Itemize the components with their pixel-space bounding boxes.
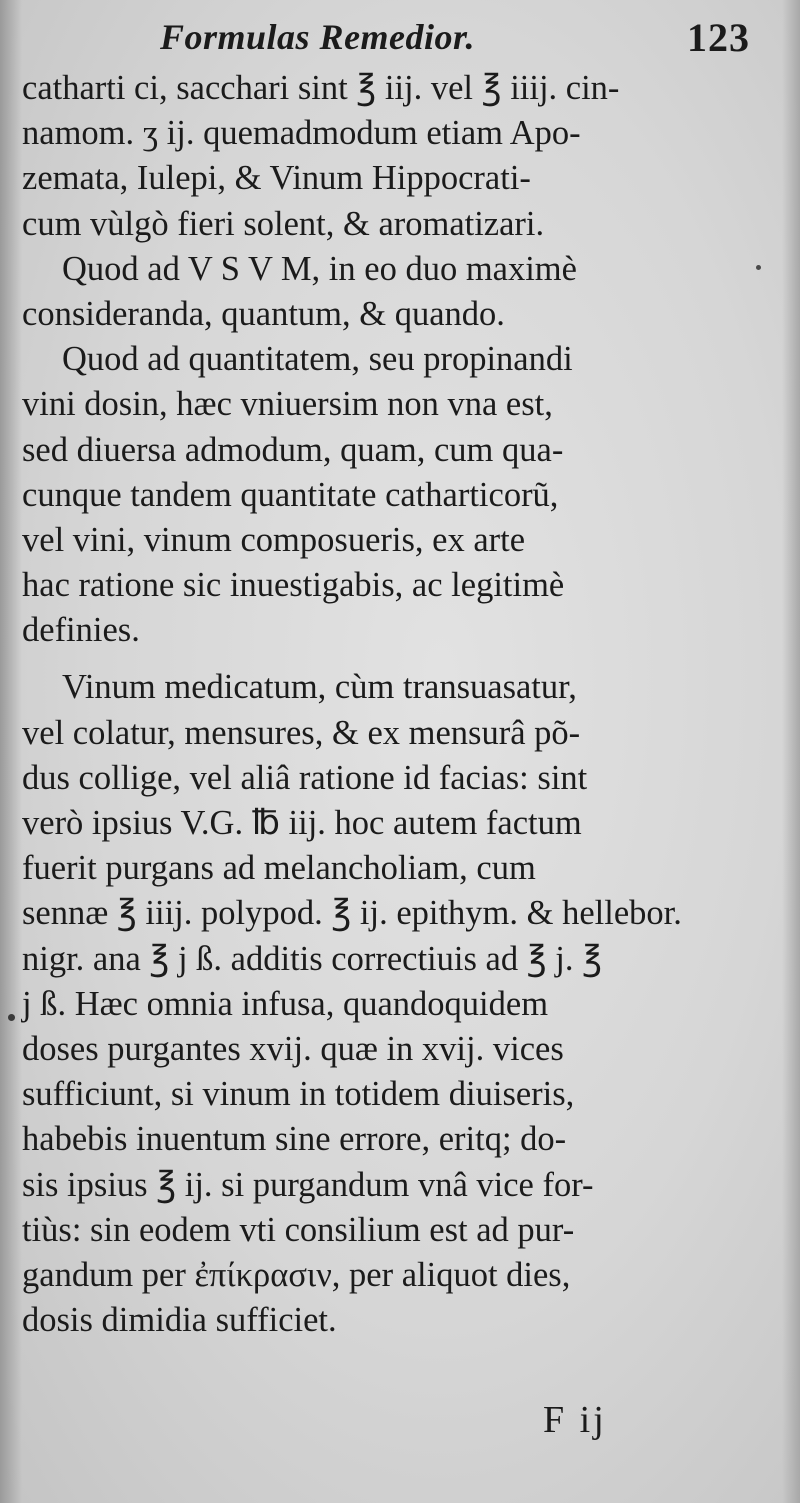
- text-line: cum vùlgò fieri solent, & aromatizari.: [22, 204, 545, 243]
- text-line: vini dosin, hæc vniuersim non vna est,: [22, 385, 553, 424]
- text-line: consideranda, quantum, & quando.: [22, 294, 505, 333]
- page-header: [160, 14, 750, 66]
- text-line: dosis dimidia sufficiet.: [22, 1301, 337, 1340]
- text-line: dus collige, vel aliâ ratione id facias: sint: [22, 758, 588, 797]
- text-line: verò ipsius V.G. ℔ iij. hoc autem factum: [22, 804, 582, 842]
- text-line: zemata, Iulepi, & Vinum Hippocrati-: [22, 159, 531, 198]
- text-line: vel colatur, mensures, & ex mensurâ põ-: [22, 713, 581, 752]
- ink-spot: [8, 1014, 15, 1021]
- paragraph-start-line: Quod ad V S V M, in eo duo maximè: [62, 249, 577, 288]
- text-line: definies.: [22, 611, 140, 650]
- running-title: Formulas Remedior.: [160, 17, 476, 57]
- text-line: fuerit purgans ad melancholiam, cum: [22, 849, 536, 888]
- text-line: hac ratione sic inuestigabis, ac legitimè: [22, 566, 565, 605]
- paragraph-start-line: Quod ad quantitatem, seu propinandi: [62, 340, 573, 379]
- signature-mark: F ij: [543, 1399, 607, 1441]
- text-line: catharti ci, sacchari sint ℥ iij. vel ℥ iiij. cin-: [22, 69, 620, 107]
- text-line: vel vini, vinum composueris, ex arte: [22, 520, 526, 559]
- text-line: sennæ ℥ iiij. polypod. ℥ ij. epithym. & hellebor.: [22, 894, 682, 933]
- body-text: [22, 66, 782, 1343]
- page-number: 123: [687, 15, 750, 60]
- paragraph-start-line: Vinum medicatum, cùm transuasatur,: [62, 668, 577, 707]
- text-line: nigr. ana ℥ j ß. additis correctiuis ad ℥ j. ℥: [22, 939, 603, 978]
- ink-spot: [756, 265, 761, 270]
- text-line: sed diuersa admodum, quam, cum qua-: [22, 430, 564, 469]
- paragraph-gap: [22, 653, 782, 665]
- text-line: doses purgantes xvij. quæ in xvij. vices: [22, 1029, 564, 1068]
- text-line: sis ipsius ℥ ij. si purgandum vnâ vice for-: [22, 1165, 594, 1204]
- text-line: namom. ʒ ij. quemadmodum etiam Apo-: [22, 114, 581, 153]
- text-line: j ß. Hæc omnia infusa, quandoquidem: [22, 984, 549, 1023]
- text-line: cunque tandem quantitate catharticorũ,: [22, 475, 559, 514]
- text-line: habebis inuentum sine errore, eritq; do-: [22, 1120, 567, 1159]
- text-line: gandum per ἐπίκρασιν, per aliquot dies,: [22, 1255, 571, 1294]
- text-line: tiùs: sin eodem vti consilium est ad pur-: [22, 1210, 575, 1249]
- text-line: sufficiunt, si vinum in totidem diuiseris,: [22, 1075, 575, 1114]
